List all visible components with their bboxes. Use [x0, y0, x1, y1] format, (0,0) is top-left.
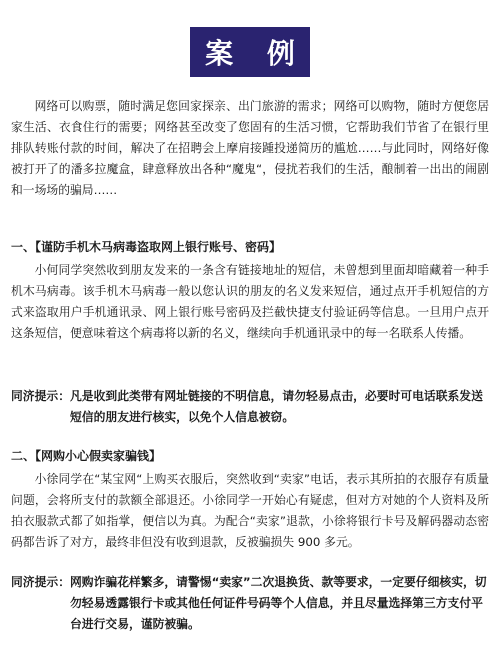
intro-paragraph: 网络可以购票，随时满足您回家探亲、出门旅游的需求；网络可以购物，随时方便您居家生活、衣食住行的需要；网络甚至改变了您固有的生活习惯，它帮助我们节省了在银行里排队转账付款的时间，解决了在招聘会上摩肩接踵投递简历的尴尬……与此同时，网络好像被打开了的潘多拉魔盒，肆意释放出各种“魔鬼“，侵扰若我们的生活，酿制着一出出的闹剧和一场场的骗局……: [11, 99, 489, 197]
section2-body: 小徐同学在“某宝网“上购买衣服后，突然收到“卖家”电话，表示其所拍的衣服存有质量问题，会将所支付的款额全部退还。小徐同学一开始心有疑虑，但对方对她的个人资料及所拍衣服款式都了如指掌，便信以为真。为配合“卖家”退款，小徐将银行卡号及解码器动态密码都告诉了对方，最终非但没有收到退款，反被骗损失 900 多元。: [11, 472, 489, 549]
section1-tip: [11, 386, 489, 428]
section1-tip-label: 同济提示：: [11, 389, 70, 403]
page-title: 案 例: [205, 37, 307, 70]
section1-body: 小何同学突然收到朋友发来的一条含有链接地址的短信，未曾想到里面却暗藏着一种手机木马病毒。该手机木马病毒一般以您认识的朋友的名义发来短信，通过点开手机短信的方式来盗取用户手机通讯录、网上银行账号密码及拦截快捷支付验证码等信息。一旦用户点开这条短信，便意味着这个病毒将以新的名义，继续向手机通讯录中的每一名联系人传播。: [11, 263, 489, 340]
section2-tip-label: 同济提示：: [11, 575, 70, 589]
title-banner: [190, 27, 310, 77]
section2-heading: 二、【网购小心假卖家骗钱】: [11, 449, 162, 463]
section2-tip: [11, 572, 489, 635]
section2-tip-text: 网购诈骗花样繁多，请警惕“卖家”二次退换货、款等要求，一定要仔细核实，切勿轻易透露银行卡或其他任何证件号码等个人信息，并且尽量选择第三方支付平台进行交易，谨防被骗。: [70, 575, 487, 631]
section1-heading: 一、【谨防手机木马病毒盗取网上银行账号、密码】: [11, 240, 282, 254]
section1-tip-text: 凡是收到此类带有网址链接的不明信息，请勿轻易点击，必要时可电话联系发送短信的朋友进行核实，以免个人信息被窃。: [70, 389, 483, 424]
